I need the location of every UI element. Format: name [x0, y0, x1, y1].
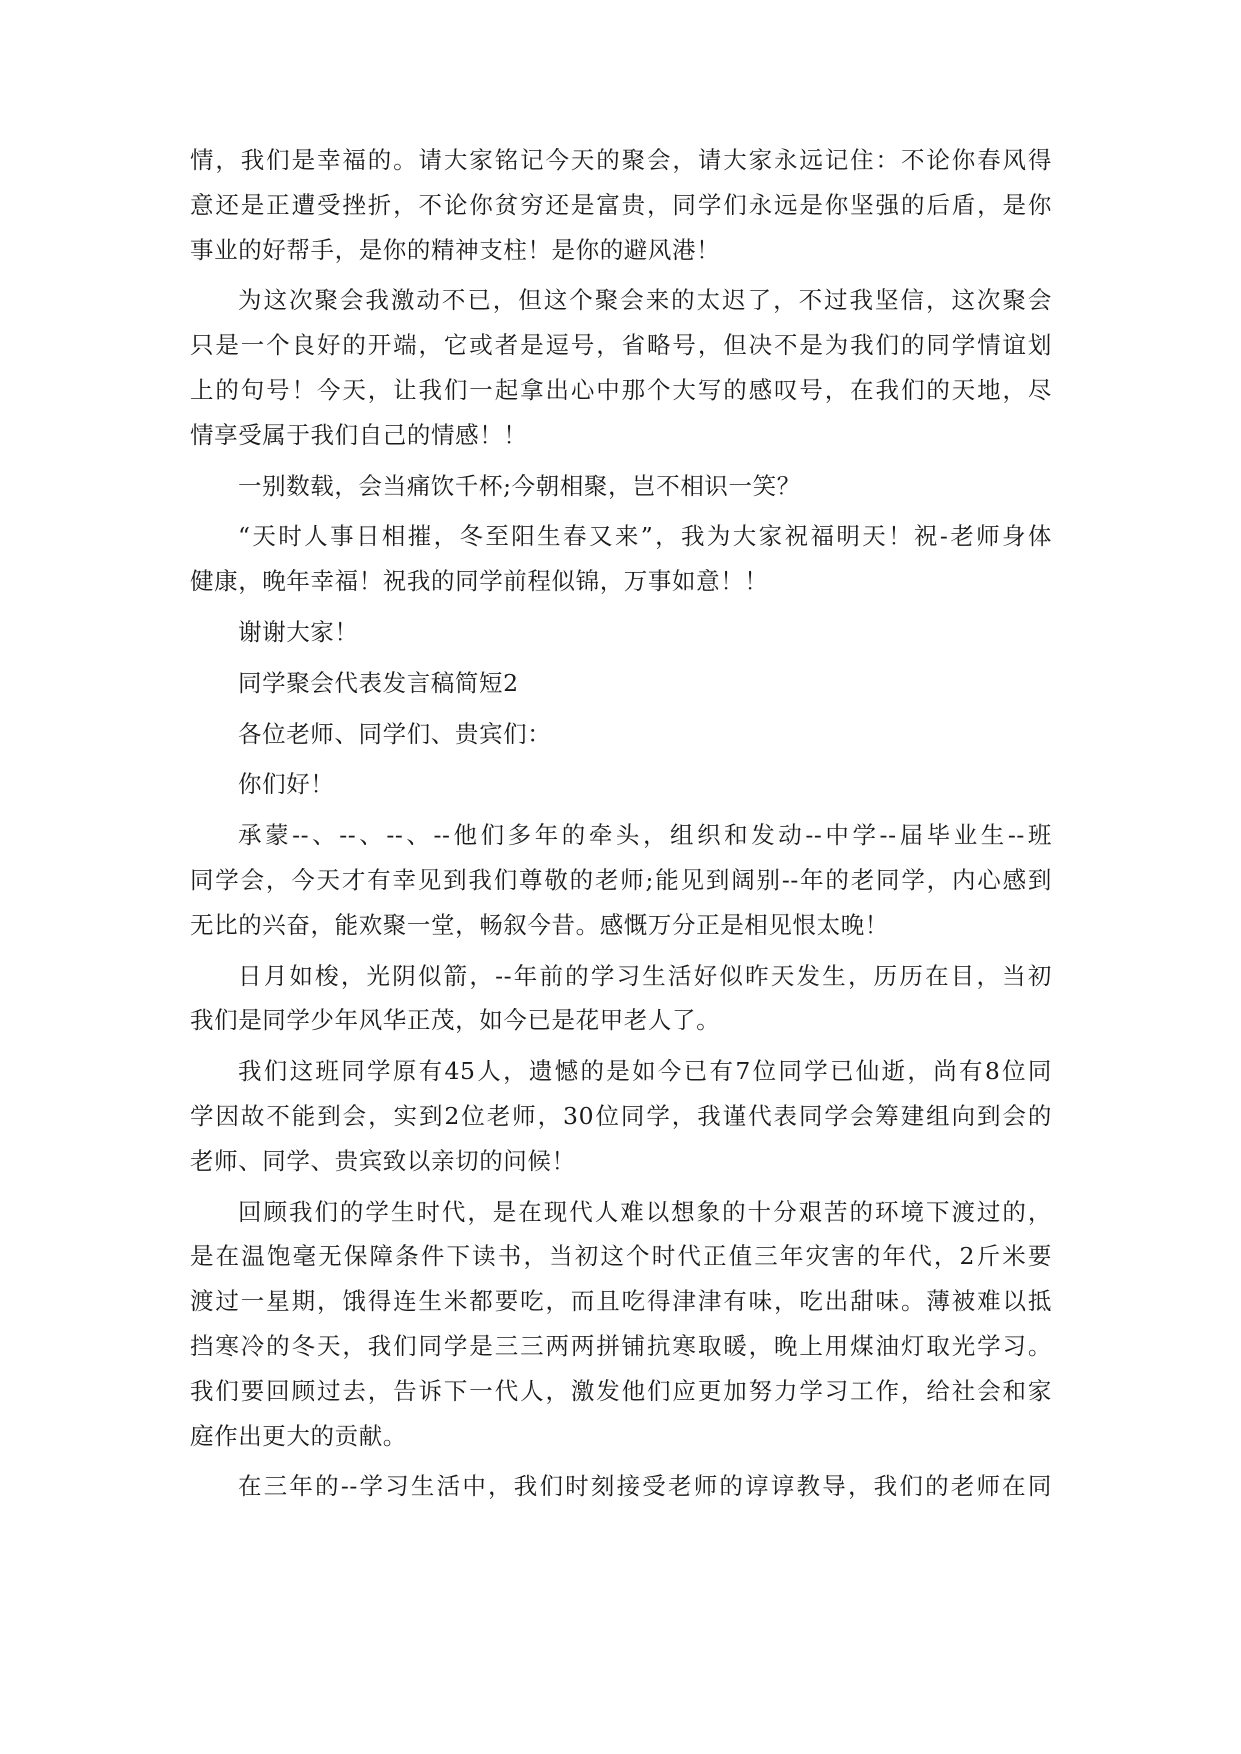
text-line: 学因故不能到会，实到2位老师，30位同学，我谨代表同学会筹建组向到会的	[190, 1101, 1052, 1130]
paragraph-start: 为这次聚会我激动不已，但这个聚会来的太迟了，不过我坚信，这次聚会	[238, 286, 1052, 315]
text-line: 上的句号！今天，让我们一起拿出心中那个大写的感叹号，在我们的天地，尽	[190, 375, 1052, 404]
text-line: 是在温饱毫无保障条件下读书，当初这个时代正值三年灾害的年代，2斤米要	[190, 1242, 1052, 1271]
text-line: 我们是同学少年风华正茂，如今已是花甲老人了。	[190, 1006, 721, 1035]
text-line: 事业的好帮手，是你的精神支柱！是你的避风港！	[190, 235, 721, 264]
text-line: 情，我们是幸福的。请大家铭记今天的聚会，请大家永远记住：不论你春风得	[190, 146, 1052, 174]
section-title: 同学聚会代表发言稿简短2	[238, 668, 519, 697]
text-line: 同学会，今天才有幸见到我们尊敬的老师;能见到阔别--年的老同学，内心感到	[190, 865, 1052, 894]
text-line: 我们要回顾过去，告诉下一代人，激发他们应更加努力学习工作，给社会和家	[190, 1376, 1052, 1405]
text-line: 老师、同学、贵宾致以亲切的问候！	[190, 1146, 576, 1175]
paragraph-start: 承蒙--、--、--、--他们多年的牵头，组织和发动--中学--届毕业生--班	[238, 821, 1052, 850]
text-line: 意还是正遭受挫折，不论你贫穷还是富贵，同学们永远是你坚强的后盾，是你	[190, 190, 1052, 219]
paragraph-start: “天时人事日相摧，冬至阳生春又来”，我为大家祝福明天！祝-老师身体	[238, 522, 1052, 551]
paragraph-start: 一别数载，会当痛饮千杯;今朝相聚，岂不相识一笑？	[238, 471, 801, 500]
paragraph-start: 我们这班同学原有45人，遗憾的是如今已有7位同学已仙逝，尚有8位同	[238, 1057, 1052, 1086]
paragraph-start: 日月如梭，光阴似箭，--年前的学习生活好似昨天发生，历历在目，当初	[238, 961, 1052, 990]
closing-line: 谢谢大家！	[238, 617, 359, 646]
document-body	[190, 138, 1052, 1509]
text-line: 情享受属于我们自己的情感！！	[190, 420, 528, 449]
text-line: 渡过一星期，饿得连生米都要吃，而且吃得津津有味，吃出甜味。薄被难以抵	[190, 1287, 1052, 1316]
text-line: 挡寒冷的冬天，我们同学是三三两两拼铺抗寒取暖，晚上用煤油灯取光学习。	[190, 1331, 1052, 1360]
salutation: 各位老师、同学们、贵宾们：	[238, 719, 552, 748]
text-line: 庭作出更大的贡献。	[190, 1421, 407, 1450]
text-line: 健康，晚年幸福！祝我的同学前程似锦，万事如意！！	[190, 567, 769, 596]
greeting: 你们好！	[238, 770, 335, 799]
text-line: 无比的兴奋，能欢聚一堂，畅叙今昔。感慨万分正是相见恨太晚！	[190, 910, 889, 939]
paragraph-start: 回顾我们的学生时代，是在现代人难以想象的十分艰苦的环境下渡过的，	[238, 1197, 1052, 1226]
paragraph-start: 在三年的--学习生活中，我们时刻接受老师的谆谆教导，我们的老师在同	[238, 1472, 1052, 1501]
text-line: 只是一个良好的开端，它或者是逗号，省略号，但决不是为我们的同学情谊划	[190, 331, 1052, 360]
